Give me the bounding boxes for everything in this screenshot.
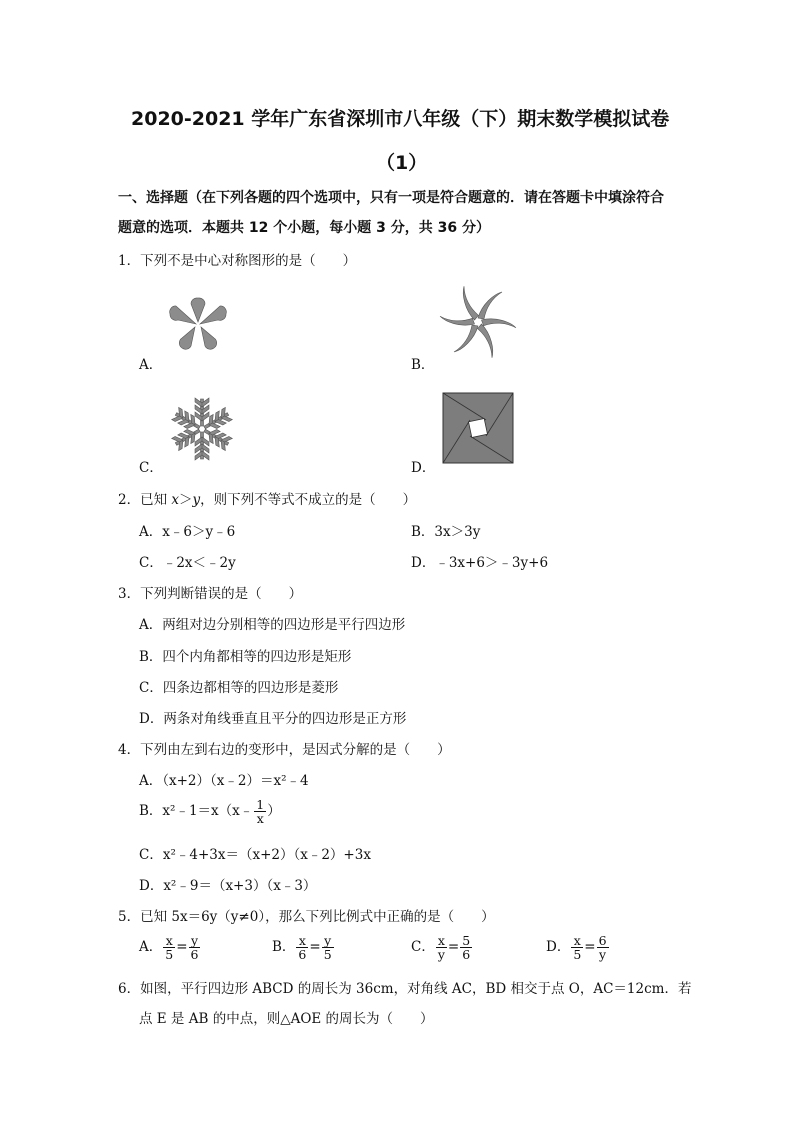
swirl-figure — [440, 284, 516, 360]
section-heading-line2: 题意的选项．本题共 12 个小题，每小题 3 分，共 36 分） — [118, 220, 490, 236]
q5-option-b: B． $\frac{x}{6}$ = $\frac{y}{5}$ — [272, 933, 332, 962]
q3-option-b: B．四个内角都相等的四边形是矩形 — [139, 649, 352, 665]
q5-option-c: C． $\frac{x}{y}$ = $\frac{5}{6}$ — [411, 933, 471, 962]
q2-option-a: A．x﹣6＞y﹣6 — [139, 524, 236, 540]
q4-option-a: A．（x+2）（x﹣2）＝x²﹣4 — [139, 773, 309, 789]
q1-option-c-label: C． — [139, 460, 163, 476]
q4-b-fraction: $\frac{1}{x}$ — [256, 797, 265, 826]
page-title: 2020-2021 学年广东省深圳市八年级（下）期末数学模拟试卷 — [131, 108, 670, 130]
question-3-stem: 3．下列判断错误的是（ ） — [118, 586, 303, 602]
q5-option-a: A． $\frac{x}{5}$ = $\frac{y}{6}$ — [139, 933, 199, 962]
q2-option-c: C．﹣2x＜﹣2y — [139, 555, 236, 571]
q4-option-d: D．x²﹣9＝（x+3）（x﹣3） — [139, 878, 317, 894]
question-5-stem: 5．已知 5x＝6y（y≠0），那么下列比例式中正确的是（ ） — [118, 909, 495, 925]
page-title-line2: （1） — [376, 152, 428, 174]
arrows-figure — [164, 394, 240, 464]
question-4-stem: 4．下列由左到右边的变形中，是因式分解的是（ ） — [118, 742, 451, 758]
question-2-stem: 2．已知 x＞y，则下列不等式不成立的是（ ） — [118, 492, 417, 508]
q5-option-d: D． $\frac{x}{5}$ = $\frac{6}{y}$ — [546, 933, 607, 962]
q4-option-c: C．x²﹣4+3x＝（x+2）（x﹣2）+3x — [139, 847, 371, 863]
square-figure — [442, 392, 514, 464]
question-6-stem-line2: 点 E 是 AB 的中点，则△AOE 的周长为（ ） — [139, 1011, 434, 1027]
q3-option-d: D．两条对角线垂直且平分的四边形是正方形 — [139, 711, 407, 727]
q2-option-d: D．﹣3x+6＞﹣3y+6 — [411, 555, 549, 571]
q1-option-a-label: A． — [139, 357, 163, 373]
q1-option-b-label: B． — [411, 357, 435, 373]
q3-option-a: A．两组对边分别相等的四边形是平行四边形 — [139, 617, 406, 633]
q2-option-b: B．3x＞3y — [411, 524, 481, 540]
question-6-stem: 6．如图，平行四边形 ABCD 的周长为 36cm，对角线 AC，BD 相交于点 O，AC＝12cm．若 — [118, 981, 692, 997]
q4-option-b: B．x²﹣1＝x（x﹣ $\frac{1}{x}$ ） — [139, 797, 281, 826]
q1-option-d-label: D． — [411, 460, 436, 476]
q3-option-c: C．四条边都相等的四边形是菱形 — [139, 680, 339, 696]
question-1-stem: 1．下列不是中心对称图形的是（ ） — [118, 253, 357, 269]
section-heading: 一、选择题（在下列各题的四个选项中，只有一项是符合题意的．请在答题卡中填涂符合 — [118, 190, 664, 206]
hearts-figure — [160, 292, 236, 356]
